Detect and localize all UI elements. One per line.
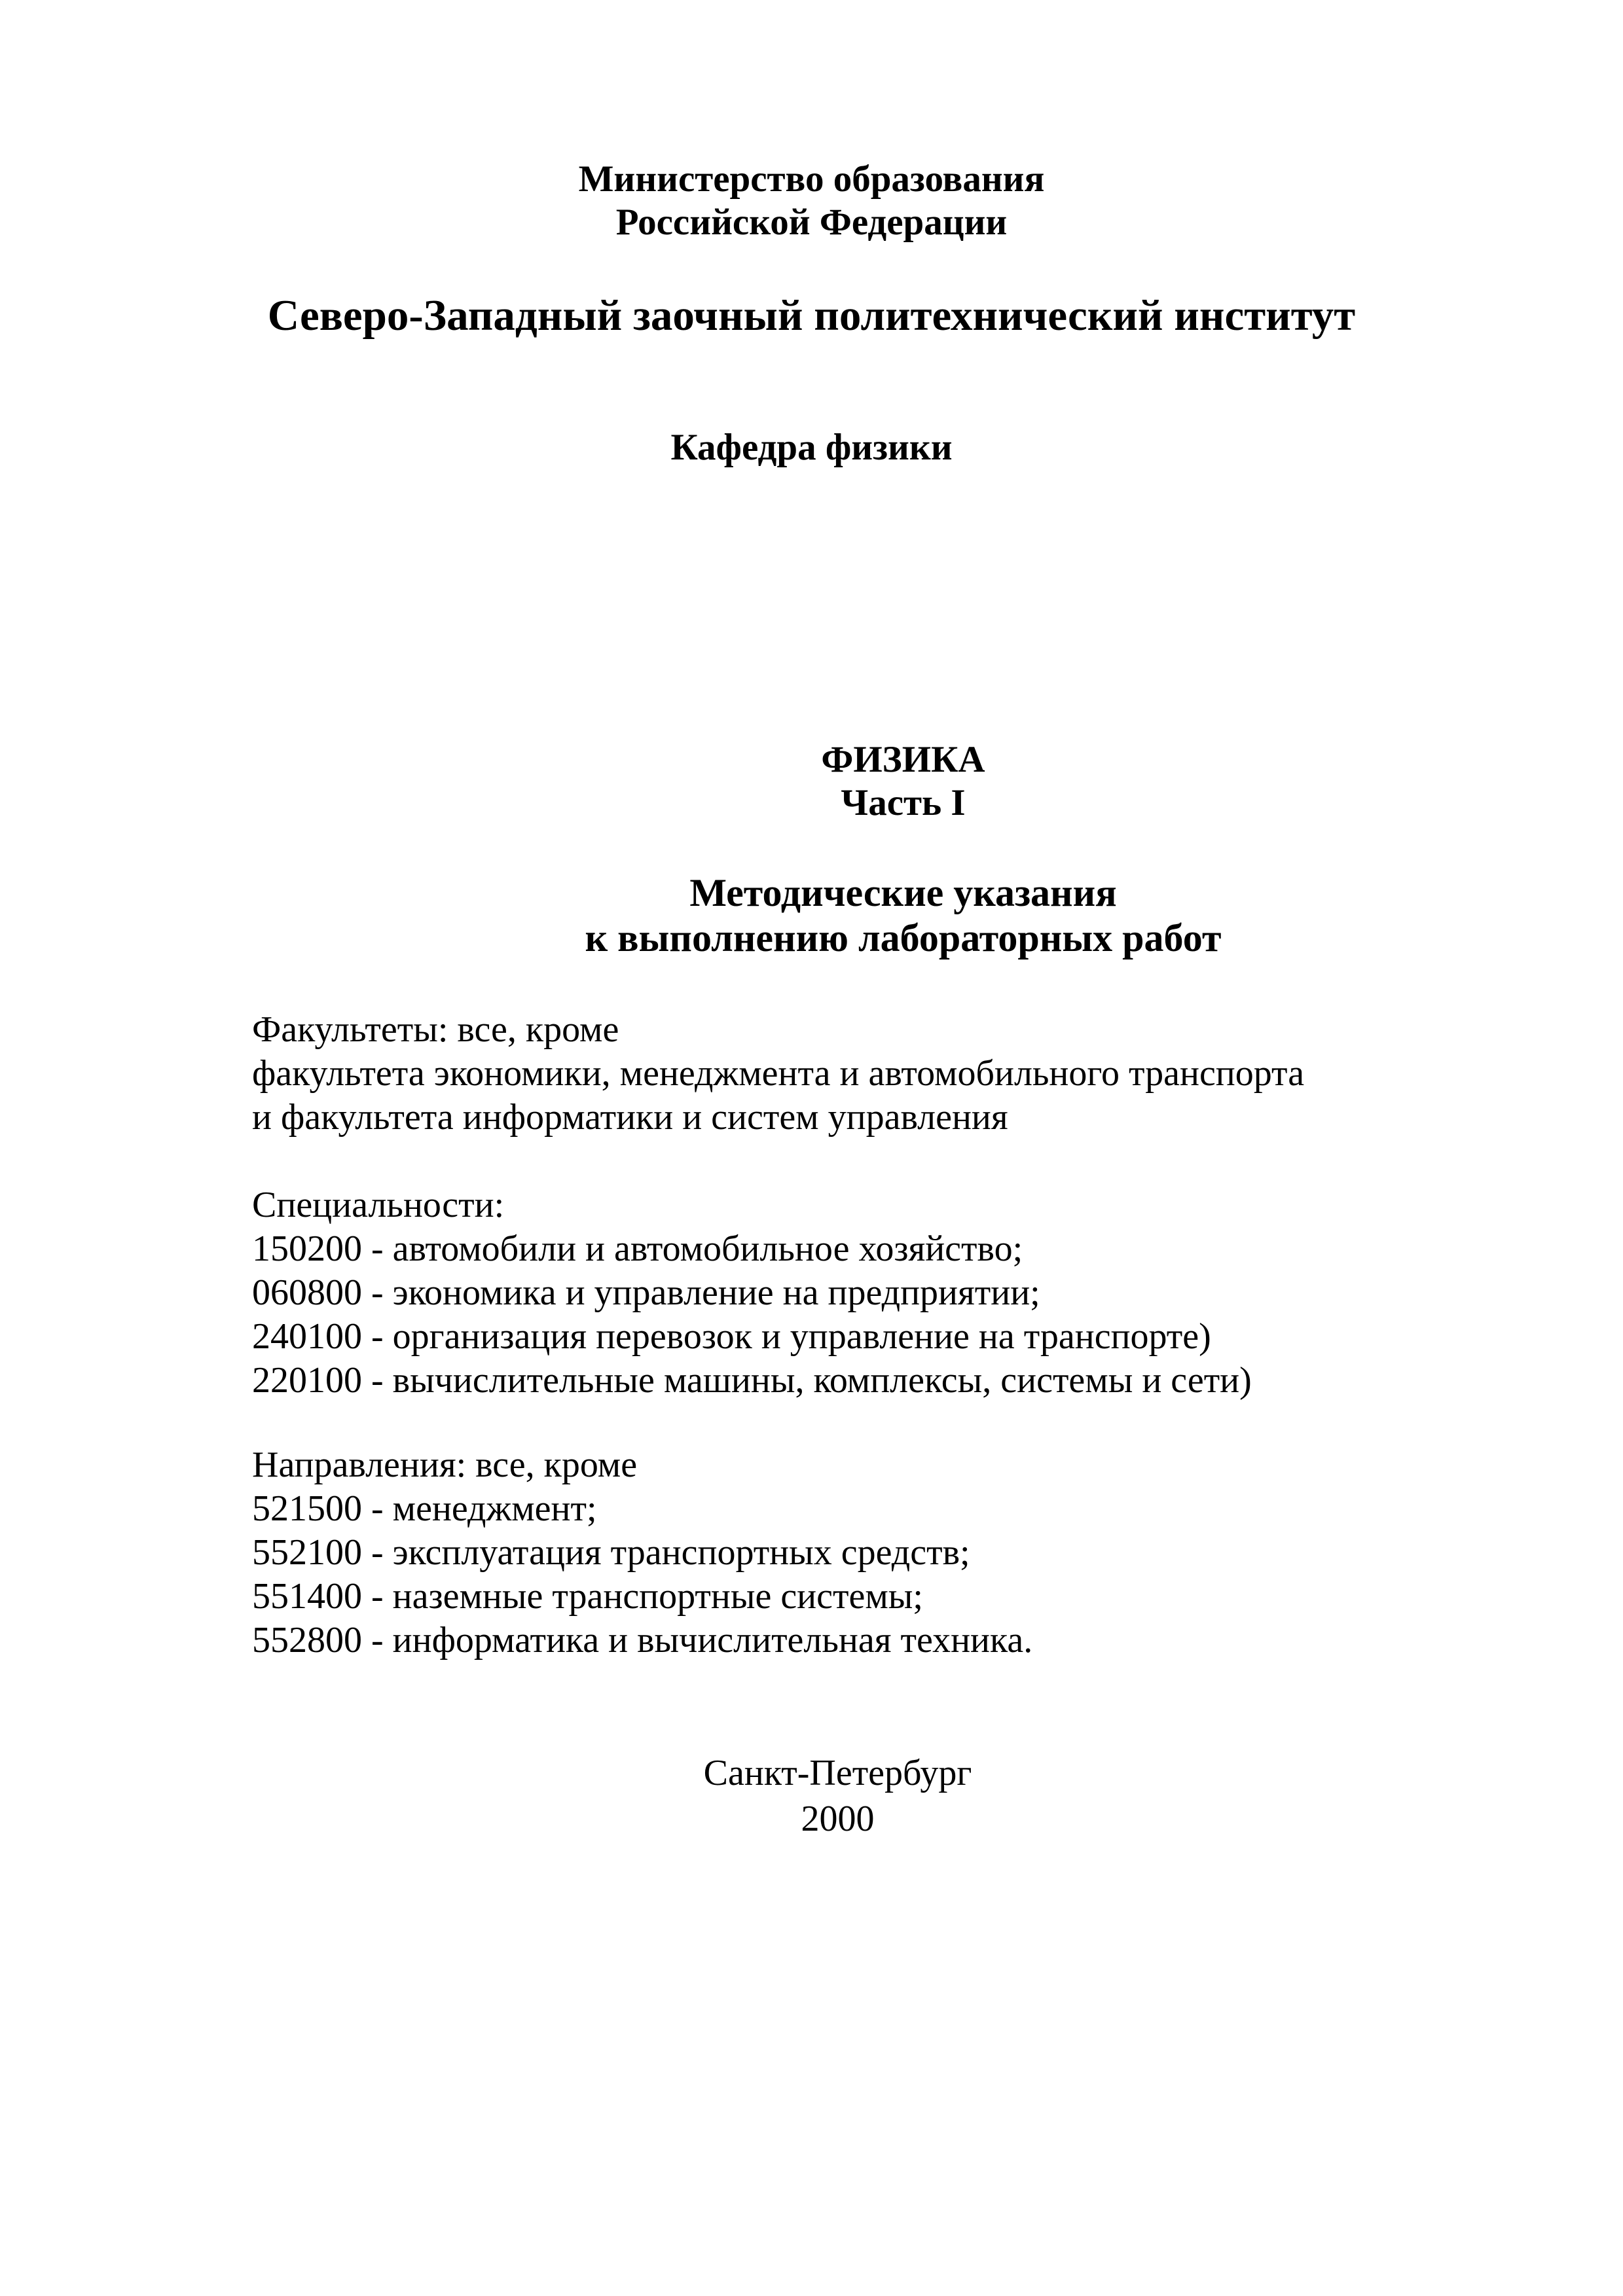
direction-item: 551400 - наземные транспортные системы;	[252, 1576, 923, 1617]
direction-item: 552800 - информатика и вычислительная техника.	[252, 1620, 1033, 1660]
faculties-line: и факультета информатики и систем управления	[252, 1097, 1008, 1138]
faculties-line: факультета экономики, менеджмента и автомобильного транспорта	[252, 1053, 1305, 1094]
institute-name: Северо-Западный заочный политехнический институт	[267, 291, 1356, 340]
footer-year: 2000	[801, 1799, 875, 1839]
directions-block	[252, 1443, 1431, 1662]
specialty-item: 150200 - автомобили и автомобильное хозяйство;	[252, 1229, 1023, 1269]
footer-city: Санкт-Петербург	[703, 1753, 972, 1793]
ministry-line-2: Российской Федерации	[615, 202, 1008, 243]
specialty-item: 060800 - экономика и управление на предприятии;	[252, 1272, 1040, 1313]
methodical-title-line-2: к выполнению лабораторных работ	[585, 916, 1222, 960]
faculties-block	[252, 1008, 1431, 1139]
specialty-item: 220100 - вычислительные машины, комплексы, системы и сети)	[252, 1360, 1252, 1401]
ministry-line-1: Министерство образования	[578, 158, 1045, 200]
direction-item: 552100 - эксплуатация транспортных средств;	[252, 1532, 970, 1573]
part-title: Часть I	[841, 782, 966, 823]
specialties-block	[252, 1183, 1431, 1403]
directions-heading: Направления: все, кроме	[252, 1444, 638, 1485]
methodical-title-line-1: Методические указания	[689, 871, 1117, 914]
specialties-heading: Специальности:	[252, 1185, 505, 1225]
department-name: Кафедра физики	[670, 427, 953, 468]
direction-item: 521500 - менеджмент;	[252, 1488, 597, 1529]
subject-title: ФИЗИКА	[821, 739, 985, 780]
faculties-line: Факультеты: все, кроме	[252, 1009, 619, 1050]
specialty-item: 240100 - организация перевозок и управление на транспорте)	[252, 1316, 1211, 1357]
